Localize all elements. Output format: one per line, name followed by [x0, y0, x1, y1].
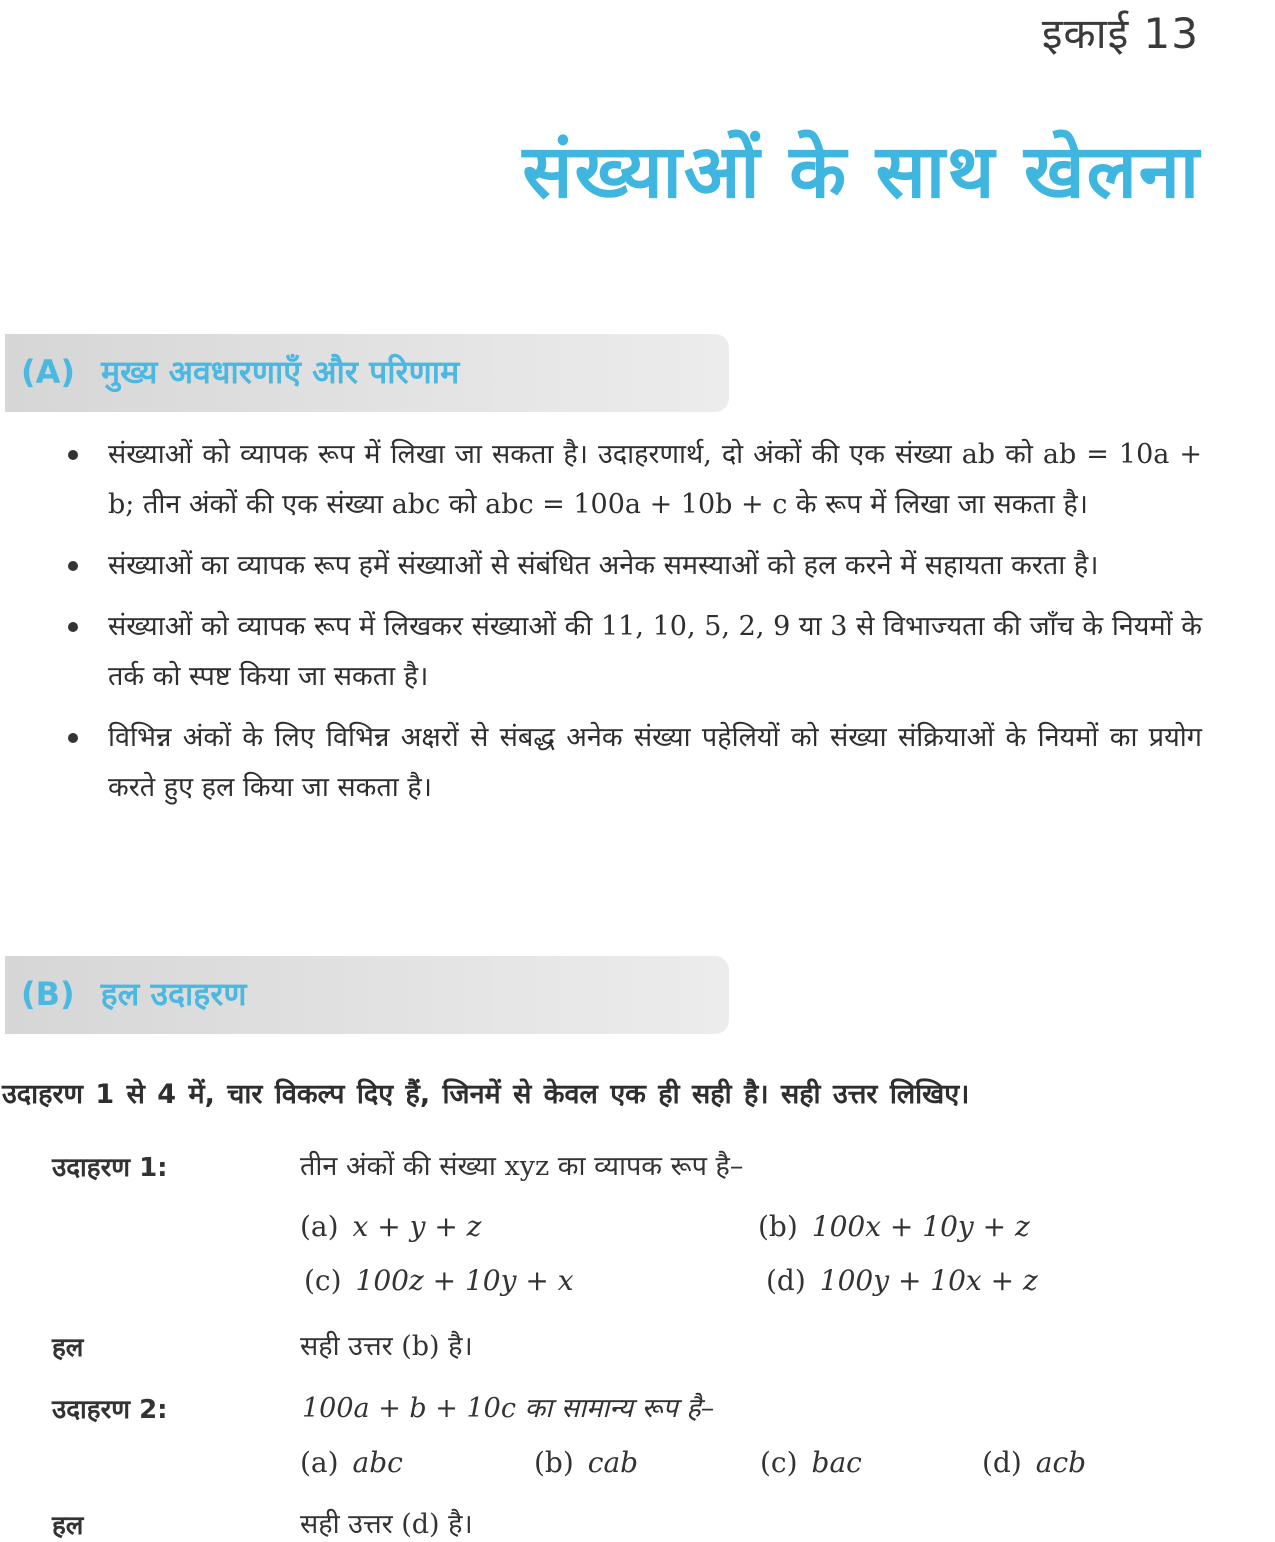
section-b-header: [5, 956, 729, 1034]
section-b-title: हल उदाहरण: [100, 975, 247, 1013]
example-2-option-b: (b) cab: [534, 1446, 639, 1479]
key-concepts-list: [62, 430, 1202, 824]
unit-label: इकाई 13: [1041, 9, 1199, 58]
list-item: संख्याओं को व्यापक रूप में लिखकर संख्याओं की 11, 10, 5, 2, 9 या 3 से विभाज्यता की जाँच के नियमों के तर्क को स्पष्ट किया जा सकता है।: [62, 602, 1202, 702]
list-item: संख्याओं का व्यापक रूप हमें संख्याओं से संबंधित अनेक समस्याओं को हल करने में सहायता करता है।: [62, 541, 1202, 591]
section-a-title: मुख्य अवधारणाएँ और परिणाम: [101, 353, 460, 391]
example-1-solution-label: हल: [52, 1333, 84, 1363]
example-2-option-d: (d) acb: [982, 1446, 1087, 1479]
list-item: संख्याओं को व्यापक रूप में लिखा जा सकता है। उदाहरणार्थ, दो अंकों की एक संख्या ab को ab = 10a + b; तीन अंकों की एक संख्या abc को abc = 100a + 10b + c के रूप में लिखा जा सकता है।: [62, 430, 1202, 530]
example-1-label: उदाहरण 1:: [52, 1153, 168, 1183]
example-1-option-a: (a) x + y + z: [300, 1210, 482, 1243]
example-1-option-b: (b) 100x + 10y + z: [758, 1210, 1030, 1243]
example-1-option-d: (d) 100y + 10x + z: [766, 1264, 1038, 1297]
example-2-solution-label: हल: [52, 1511, 84, 1541]
example-2-solution: सही उत्तर (d) है।: [300, 1509, 473, 1540]
list-item: विभिन्न अंकों के लिए विभिन्न अक्षरों से संबद्ध अनेक संख्या पहेलियों को संख्या संक्रियाओं के नियमों का प्रयोग करते हुए हल किया जा सकता है।: [62, 713, 1202, 813]
example-2-question: 100a + b + 10c का सामान्य रूप है–: [302, 1393, 715, 1424]
examples-intro: उदाहरण 1 से 4 में, चार विकल्प दिए हैं, जिनमें से केवल एक ही सही है। सही उत्तर लिखिए।: [2, 1079, 970, 1110]
example-2-option-a: (a) abc: [300, 1446, 403, 1479]
section-a-tag: (A): [21, 353, 76, 391]
bullet-icon: [68, 622, 78, 632]
section-a-header: [5, 334, 729, 412]
example-1-option-c: (c) 100z + 10y + x: [304, 1264, 574, 1297]
bullet-icon: [68, 450, 78, 460]
example-1-solution: सही उत्तर (b) है।: [300, 1331, 473, 1362]
chapter-title: संख्याओं के साथ खेलना: [522, 129, 1201, 215]
bullet-icon: [68, 733, 78, 743]
example-2-label: उदाहरण 2:: [52, 1395, 168, 1425]
example-2-option-c: (c) bac: [760, 1446, 862, 1479]
bullet-icon: [68, 561, 78, 571]
section-b-tag: (B): [21, 975, 75, 1013]
example-1-question: तीन अंकों की संख्या xyz का व्यापक रूप है–: [300, 1151, 744, 1182]
